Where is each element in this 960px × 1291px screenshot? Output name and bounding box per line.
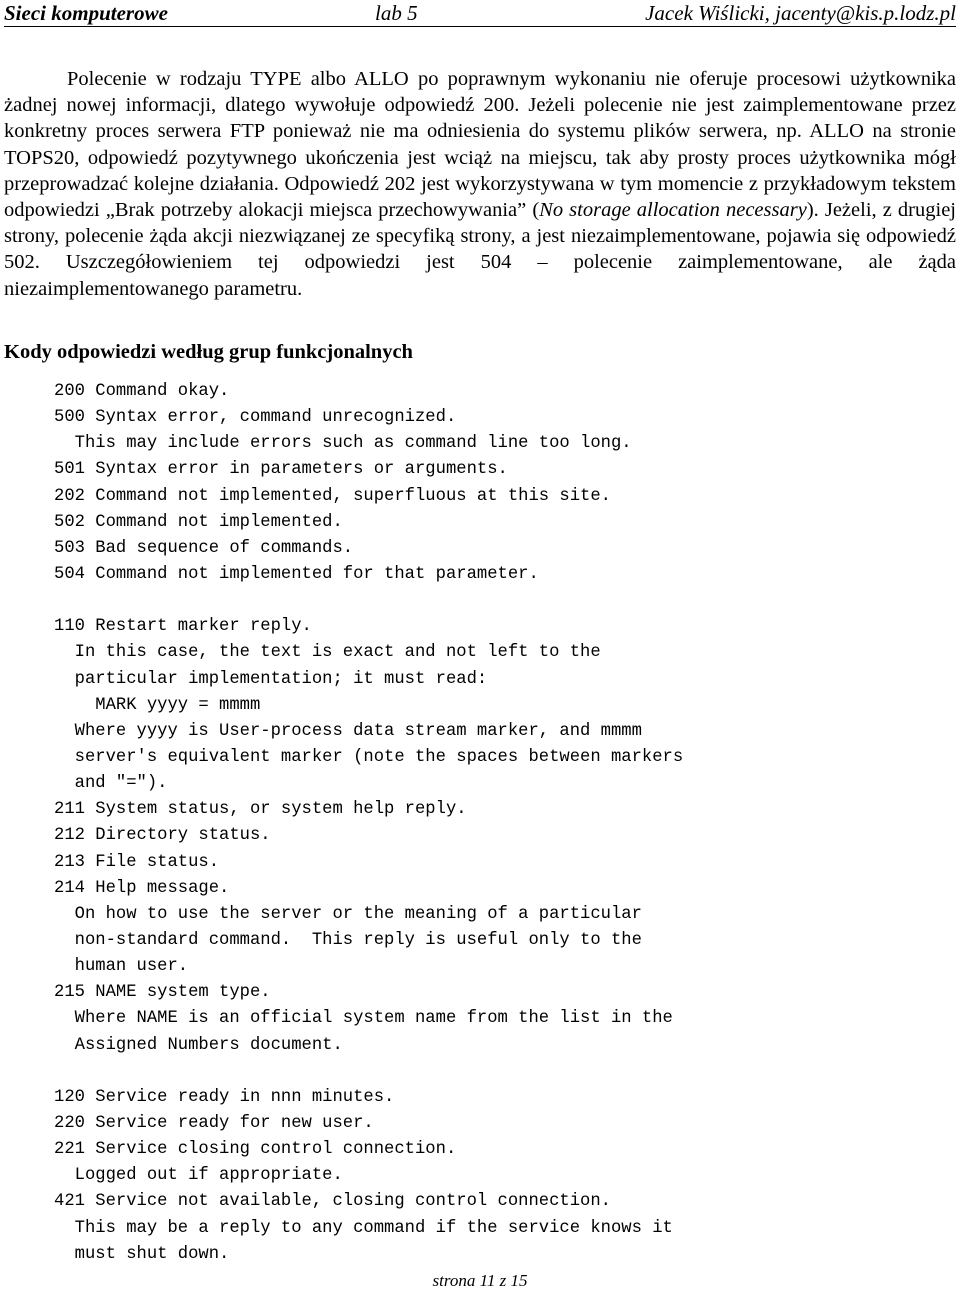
- code-line: 501 Syntax error in parameters or arguments.: [54, 460, 508, 480]
- header-author: Jacek Wiślicki, jacenty@kis.p.lodz.pl: [645, 1, 956, 25]
- code-line: 221 Service closing control connection.: [54, 1140, 457, 1160]
- paragraph-text-part1: Polecenie w rodzaju TYPE albo ALLO po poprawnym wykonaniu nie oferuje procesowi użytkownika żadnej nowej informacji, dlatego wywołuje odpowiedź 200. Jeżeli polecenie nie jest zaimplementowane przez konkretny proces serwera FTP ponieważ nie ma odniesienia do systemu plików serwera, np. ALLO na stronie TOPS20, odpowiedź pozytywnego ukończenia jest wciąż na miejscu, tak aby prosty proces użytkownika mógł przeprowadzać kolejne działania. Odpowiedź 202 jest wykorzystywana w tym momencie z przykładowym tekstem odpowiedzi „Brak potrzeby alokacji miejsca przechowywania” (: [4, 68, 956, 222]
- code-line: 202 Command not implemented, superfluous at this site.: [54, 486, 611, 506]
- code-line: server's equivalent marker (note the spaces between markers: [54, 747, 684, 767]
- code-line: MARK yyyy = mmmm: [54, 695, 261, 715]
- page-number-footer: strona 11 z 15: [432, 1271, 528, 1290]
- code-line: particular implementation; it must read:: [54, 669, 488, 689]
- code-line: and "=").: [54, 774, 168, 794]
- section-heading: Kody odpowiedzi według grup funkcjonalnych: [4, 341, 413, 363]
- code-line: must shut down.: [54, 1244, 230, 1264]
- code-line: 500 Syntax error, command unrecognized.: [54, 408, 457, 428]
- code-line: 220 Service ready for new user.: [54, 1113, 374, 1133]
- code-line: Where NAME is an official system name from the list in the: [54, 1009, 673, 1029]
- code-line: 214 Help message.: [54, 878, 230, 898]
- code-line: 215 NAME system type.: [54, 983, 271, 1003]
- body-paragraph: [4, 66, 956, 302]
- code-line: 211 System status, or system help reply.: [54, 800, 467, 820]
- code-line: 504 Command not implemented for that parameter.: [54, 564, 539, 584]
- paragraph-text-part2: ). Jeżeli, z drugiej strony, polecenie żąda akcji niezwiązanej ze specyfiką strony, a jest niezaimplementowane, pojawia się odpowiedź 502. Uszczegółowieniem tej odpowiedzi jest 504 – polecenie zaimplementowane, ale żąda niezaimplementowanego parametru.: [4, 199, 956, 300]
- code-line: 120 Service ready in nnn minutes.: [54, 1087, 395, 1107]
- code-line: 212 Directory status.: [54, 826, 271, 846]
- code-line: [54, 1059, 683, 1085]
- code-line: On how to use the server or the meaning of a particular: [54, 904, 642, 924]
- code-line: 502 Command not implemented.: [54, 512, 343, 532]
- paragraph-text-italic: No storage allocation necessary: [539, 199, 807, 222]
- header-course-title: Sieci komputerowe: [4, 1, 168, 25]
- code-line: 503 Bad sequence of commands.: [54, 538, 354, 558]
- code-line: In this case, the text is exact and not left to the: [54, 643, 601, 663]
- code-line: Logged out if appropriate.: [54, 1166, 343, 1186]
- code-line: This may include errors such as command line too long.: [54, 434, 632, 454]
- code-line: 421 Service not available, closing control connection.: [54, 1192, 611, 1212]
- code-line: 110 Restart marker reply.: [54, 617, 312, 637]
- reply-codes-listing: [54, 379, 683, 1268]
- code-line: This may be a reply to any command if the service knows it: [54, 1218, 673, 1238]
- code-line: 213 File status.: [54, 852, 220, 872]
- code-line: non-standard command. This reply is useful only to the: [54, 930, 642, 950]
- page-header: [4, 0, 956, 27]
- code-line: 200 Command okay.: [54, 382, 230, 401]
- code-line: Where yyyy is User-process data stream marker, and mmmm: [54, 721, 642, 741]
- header-lab-number: lab 5: [375, 1, 418, 25]
- code-line: human user.: [54, 957, 189, 977]
- code-line: [54, 588, 683, 614]
- code-line: Assigned Numbers document.: [54, 1035, 343, 1055]
